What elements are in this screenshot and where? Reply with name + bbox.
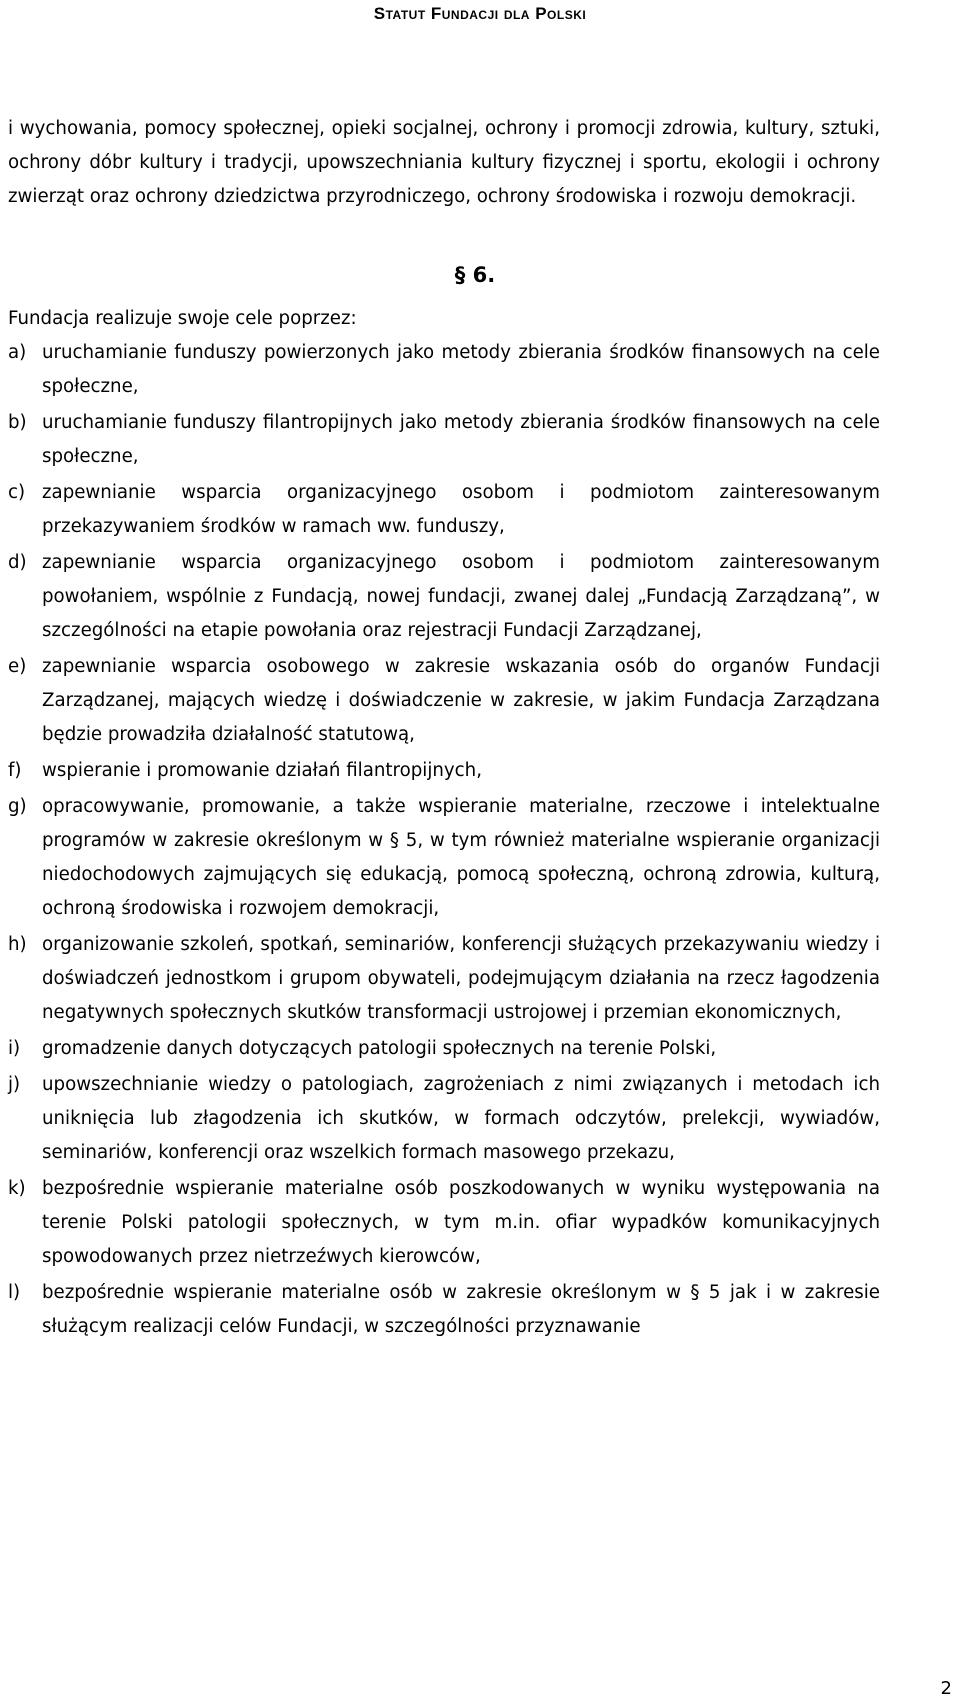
list-item-letter: f) [8,760,22,781]
list-item-text: bezpośrednie wspieranie materialne osób poszkodowanych w wyniku występowania na terenie Polski patologii społecznych, w tym m.in. ofiar wypadków komunikacyjnych spowodowanych przez nietrzeźwych kierowców, [42,1178,880,1267]
list-item-text: bezpośrednie wspieranie materialne osób w zakresie określonym w § 5 jak i w zakresie służącym realizacji celów Fundacji, w szczególności przyznawanie [42,1282,880,1337]
list-item-letter: d) [8,552,27,573]
list-item-text: opracowywanie, promowanie, a także wspieranie materialne, rzeczowe i intelektualne programów w zakresie określonym w § 5, w tym również materialne wspieranie organizacji niedochodowych zajmujących się edukacją, pomocą społeczną, ochroną zdrowia, kulturą, ochroną środowiska i rozwojem demokracji, [42,796,880,919]
list-item-text: upowszechnianie wiedzy o patologiach, zagrożeniach z nimi związanych i metodach ich uniknięcia lub złagodzenia ich skutków, w formach odczytów, prelekcji, wywiadów, seminariów, konferencji oraz wszelkich formach masowego przekazu, [42,1074,880,1163]
list-item-b [8,406,880,474]
list-item-i [8,1032,880,1066]
page-number: 2 [940,1678,952,1699]
list-item-text: gromadzenie danych dotyczących patologii społecznych na terenie Polski, [42,1038,717,1059]
list-item-text: zapewnianie wsparcia organizacyjnego osobom i podmiotom zainteresowanym powołaniem, wspólnie z Fundacją, nowej fundacji, zwanej dalej „Fundacją Zarządzaną”, w szczególności na etapie powołania oraz rejestracji Fundacji Zarządzanej, [42,552,880,641]
intro-paragraph: i wychowania, pomocy społecznej, opieki socjalnej, ochrony i promocji zdrowia, kultury, sztuki, ochrony dóbr kultury i tradycji, upowszechniania kultury fizycznej i sportu, ekologii i ochrony zwierząt oraz ochrony dziedzictwa przyrodniczego, ochrony środowiska i rozwoju demokracji. [8,118,880,207]
list-item-j [8,1068,880,1170]
list-item-letter: e) [8,656,27,677]
list-item-text: zapewnianie wsparcia osobowego w zakresie wskazania osób do organów Fundacji Zarządzanej, mających wiedzę i doświadczenie w zakresie, w jakim Fundacja Zarządzana będzie prowadziła działalność statutową, [42,656,880,745]
list-item-c [8,476,880,544]
list-item-letter: k) [8,1178,26,1199]
list-item-e [8,650,880,752]
document-body [8,112,880,1346]
list-item-letter: c) [8,482,26,503]
list-item-letter: j) [8,1074,21,1095]
section-lead: Fundacja realizuje swoje cele poprzez: [8,308,357,329]
list-item-letter: g) [8,796,27,817]
list-item-letter: a) [8,342,27,363]
list-item-letter: h) [8,934,27,955]
list-item-text: organizowanie szkoleń, spotkań, seminariów, konferencji służących przekazywaniu wiedzy i doświadczeń jednostkom i grupom obywateli, podejmującym działania na rzecz łagodzenia negatywnych społecznych skutków transformacji ustrojowej i przemian ekonomicznych, [42,934,880,1023]
list-item-g [8,790,880,926]
list-item-text: uruchamianie funduszy powierzonych jako metody zbierania środków finansowych na cele społeczne, [42,342,880,397]
list-item-letter: b) [8,412,27,433]
list-item-h [8,928,880,1030]
list-item-letter: i) [8,1038,21,1059]
section-heading: § 6. [454,263,496,287]
list-item-d [8,546,880,648]
list-item-k [8,1172,880,1274]
list-item-l [8,1276,880,1344]
list-item-text: uruchamianie funduszy filantropijnych jako metody zbierania środków finansowych na cele społeczne, [42,412,880,467]
document-header: Statut Fundacji dla Polski [373,4,587,23]
list-item-text: wspieranie i promowanie działań filantropijnych, [42,760,482,781]
list-item-letter: l) [8,1282,21,1303]
goals-list [8,336,880,1344]
list-item-text: zapewnianie wsparcia organizacyjnego osobom i podmiotom zainteresowanym przekazywaniem środków w ramach ww. funduszy, [42,482,880,537]
list-item-a [8,336,880,404]
list-item-f [8,754,880,788]
